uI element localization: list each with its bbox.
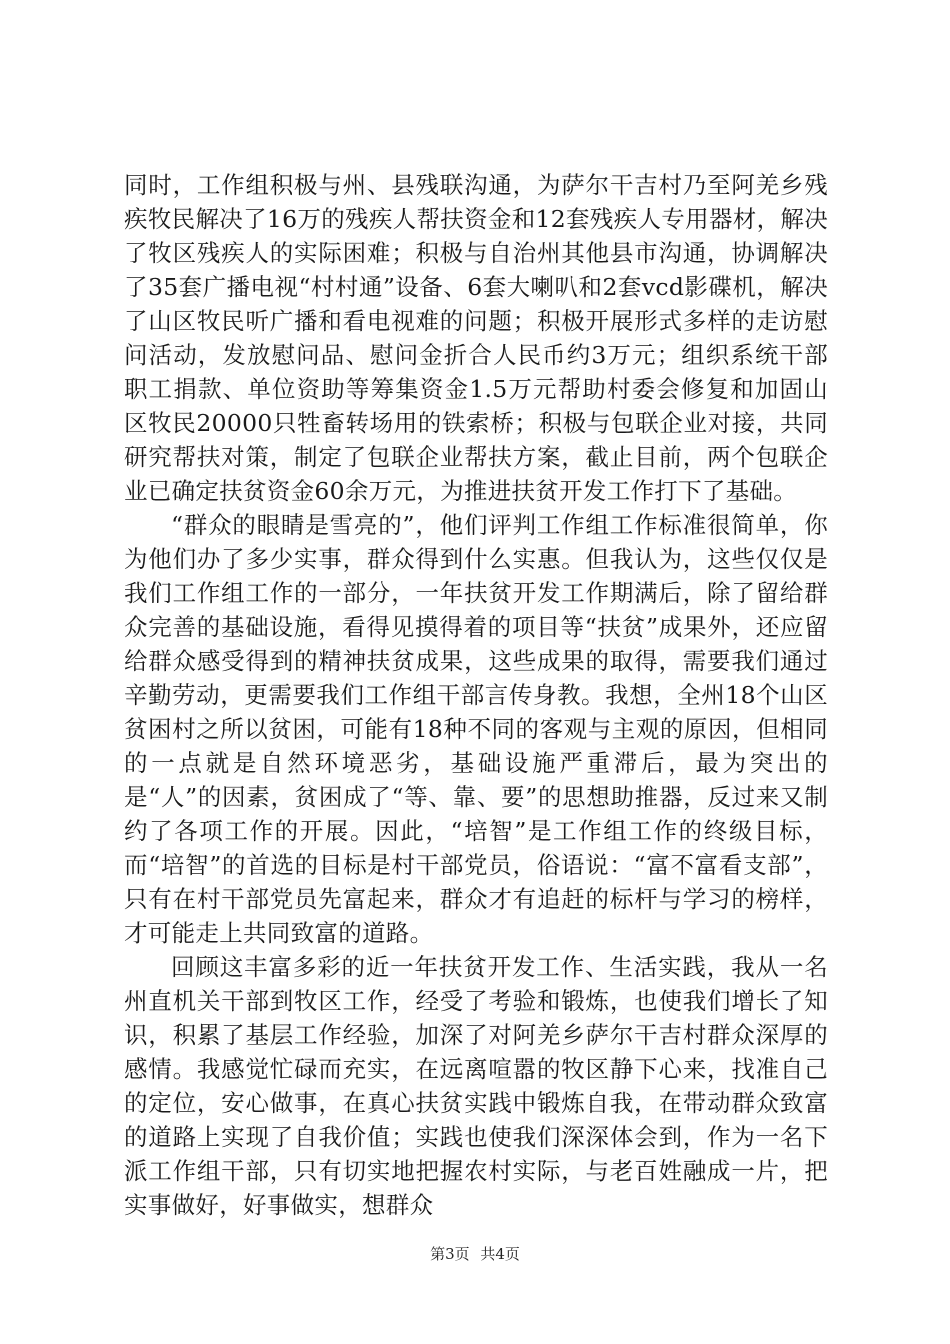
document-body <box>124 168 828 1222</box>
page-total: 共4页 <box>480 1245 520 1263</box>
page-footer <box>0 1244 950 1264</box>
paragraph-2: “群众的眼睛是雪亮的”，他们评判工作组工作标准很简单，你为他们办了多少实事，群众得到什么实惠。但我认为，这些仅仅是我们工作组工作的一部分，一年扶贫开发工作期满后，除了留给群众完善的基础设施，看得见摸得着的项目等“扶贫”成果外，还应留给群众感受得到的精神扶贫成果，这些成果的取得，需要我们通过辛勤劳动，更需要我们工作组干部言传身教。我想，全州18个山区贫困村之所以贫困，可能有18种不同的客观与主观的原因，但相同的一点就是自然环境恶劣，基础设施严重滞后，最为突出的是“人”的因素，贫困成了“等、靠、要”的思想助推器，反过来又制约了各项工作的开展。因此，“培智”是工作组工作的终级目标，而“培智”的首选的目标是村干部党员，俗语说：“富不富看支部”，只有在村干部党员先富起来，群众才有追赶的标杆与学习的榜样，才可能走上共同致富的道路。 <box>124 511 828 947</box>
paragraph-3: 回顾这丰富多彩的近一年扶贫开发工作、生活实践，我从一名州直机关干部到牧区工作，经受了考验和锻炼，也使我们增长了知识，积累了基层工作经验，加深了对阿羌乡萨尔干吉村群众深厚的感情。我感觉忙碌而充实，在远离喧嚣的牧区静下心来，找准自己的定位，安心做事，在真心扶贫实践中锻炼自我，在带动群众致富的道路上实现了自我价值；实践也使我们深深体会到，作为一名下派工作组干部，只有切实地把握农村实际，与老百姓融成一片，把实事做好，好事做实，想群众 <box>124 953 828 1219</box>
page-number: 第3页 <box>430 1245 470 1263</box>
paragraph-1: 同时，工作组积极与州、县残联沟通，为萨尔干吉村乃至阿羌乡残疾牧民解决了16万的残疾人帮扶资金和12套残疾人专用器材，解决了牧区残疾人的实际困难；积极与自治州其他县市沟通，协调解决了35套广播电视“村村通”设备、6套大喇叭和2套vcd影碟机，解决了山区牧民听广播和看电视难的问题；积极开展形式多样的走访慰问活动，发放慰问品、慰问金折合人民币约3万元；组织系统干部职工捐款、单位资助等筹集资金1.5万元帮助村委会修复和加固山区牧民20000只牲畜转场用的铁索桥；积极与包联企业对接，共同研究帮扶对策，制定了包联企业帮扶方案，截止目前，两个包联企业已确定扶贫资金60余万元，为推进扶贫开发工作打下了基础。 <box>124 171 828 505</box>
